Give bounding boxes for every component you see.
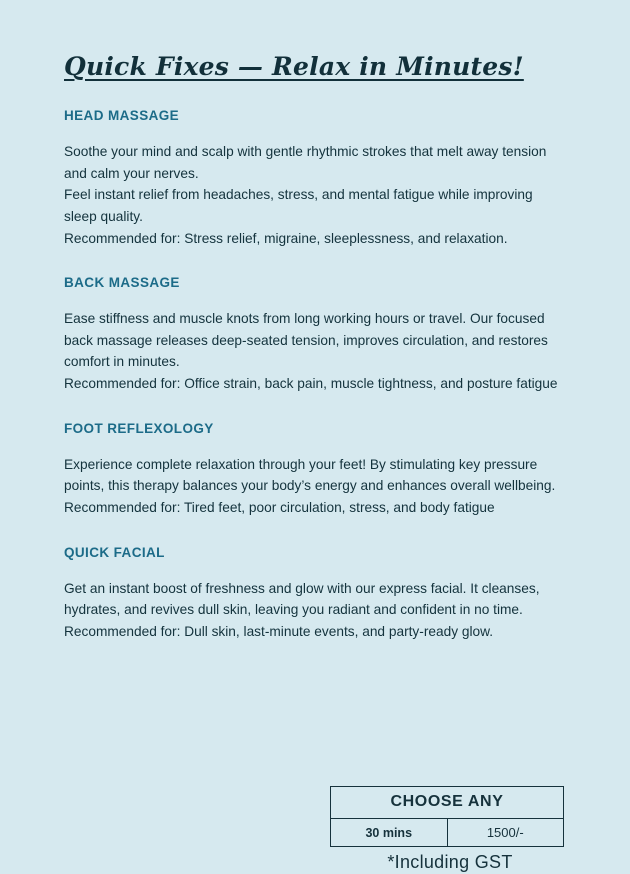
service-section-foot-reflexology <box>64 421 570 519</box>
section-heading: BACK MASSAGE <box>64 275 180 291</box>
section-heading: HEAD MASSAGE <box>64 108 180 123</box>
page-title: Quick Fixes — Relax in Minutes! <box>64 52 524 81</box>
section-line: Ease stiffness and muscle knots from long working hours or travel. Our focused back massage releases deep-seated tension, improves circulation, and restores comfort in minutes. <box>64 311 548 370</box>
section-heading: FOOT REFLEXOLOGY <box>64 420 214 436</box>
section-body <box>64 578 564 643</box>
table-row <box>331 787 564 819</box>
gst-note: *Including GST <box>387 852 513 872</box>
price-table <box>330 786 564 847</box>
table-row <box>331 819 564 847</box>
section-line: Feel instant relief from headaches, stress, and mental fatigue while improving sleep quality. <box>64 187 533 224</box>
section-line: Recommended for: Tired feet, poor circulation, stress, and body fatigue <box>64 500 495 516</box>
section-body <box>64 308 564 395</box>
service-section-quick-facial <box>64 545 570 643</box>
price-table-header: CHOOSE ANY <box>331 787 564 819</box>
section-body <box>64 454 564 519</box>
section-line: Recommended for: Stress relief, migraine, sleeplessness, and relaxation. <box>64 230 508 246</box>
section-line: Recommended for: Dull skin, last-minute events, and party-ready glow. <box>64 623 494 639</box>
price-table-wrapper <box>330 786 564 847</box>
section-line: Get an instant boost of freshness and glow with our express facial. It cleanses, hydrates, and revives dull skin, leaving you radiant and confident in no time. <box>64 580 540 618</box>
section-line: Experience complete relaxation through your feet! By stimulating key pressure points, this therapy balances your body’s energy and enhances overall wellbeing. <box>64 456 556 494</box>
section-line: Soothe your mind and scalp with gentle rhythmic strokes that melt away tension and calm your nerves. <box>64 144 547 181</box>
section-body <box>64 141 564 249</box>
price-duration-cell: 30 mins <box>331 819 448 847</box>
price-amount-cell: 1500/- <box>447 819 564 847</box>
service-section-head-massage <box>64 108 570 249</box>
section-line: Recommended for: Office strain, back pain, muscle tightness, and posture fatigue <box>64 376 558 392</box>
section-heading: QUICK FACIAL <box>64 544 165 560</box>
service-section-back-massage <box>64 275 570 395</box>
